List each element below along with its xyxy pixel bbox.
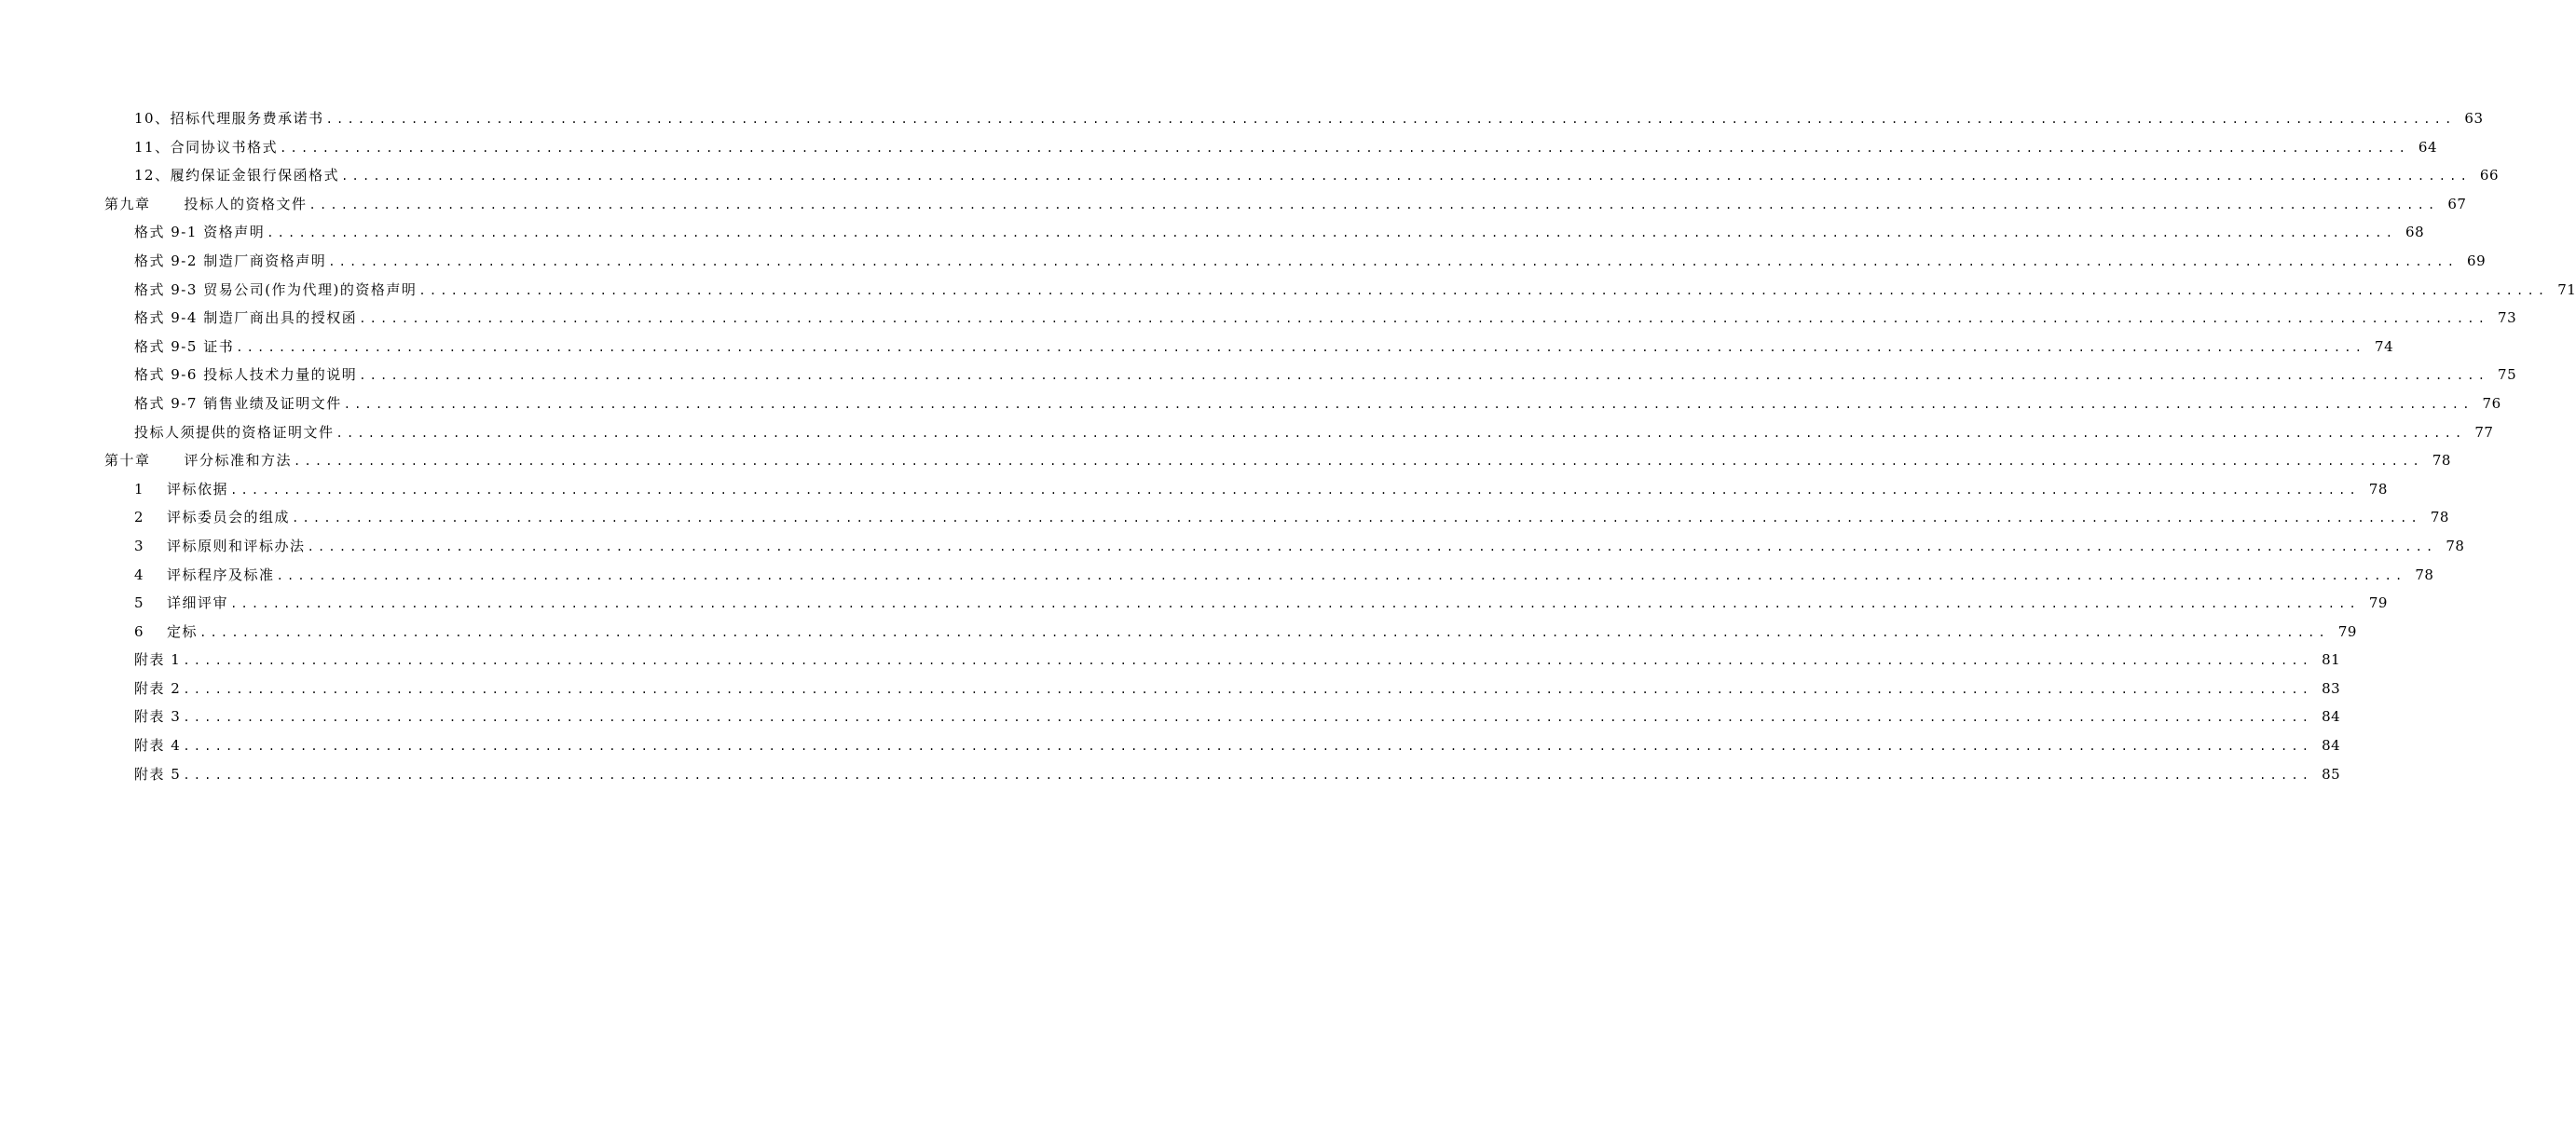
toc-entry-text (134, 593, 228, 612)
toc-entry[interactable] (0, 307, 2517, 336)
toc-entry[interactable] (0, 165, 2500, 194)
toc-page-number: 77 (2474, 423, 2494, 441)
toc-dot-leader: ........................................................................................................................................................................................................ (230, 597, 2360, 611)
toc-entry-number: 第九章 (104, 195, 151, 212)
toc-entry[interactable] (0, 280, 2576, 308)
toc-dot-leader: ........................................................................................................................................................................................................ (230, 483, 2360, 497)
toc-page-number: 78 (2446, 537, 2465, 554)
toc-page-number: 78 (2430, 509, 2449, 526)
toc-entry-text (134, 137, 278, 157)
toc-page-number: 79 (2337, 622, 2357, 640)
toc-entry-text (134, 422, 335, 442)
toc-entry-text (134, 336, 234, 356)
toc-entry-title: 格式 9-7 销售业绩及证明文件 (134, 394, 342, 412)
toc-entry-title: 12、履约保证金银行保函格式 (134, 167, 340, 184)
toc-entry-text (134, 222, 265, 241)
toc-page-number: 63 (2464, 110, 2484, 127)
toc-page-number: 81 (2322, 651, 2341, 669)
toc-entry-title: 评标程序及标准 (167, 566, 275, 583)
toc-page-number: 64 (2418, 138, 2438, 156)
toc-entry-number: 1 (134, 480, 145, 498)
toc-dot-leader: ........................................................................................................................................................................................................ (294, 455, 2423, 469)
toc-entry[interactable] (0, 649, 2341, 678)
toc-entry-text (134, 536, 306, 555)
toc-dot-leader: ........................................................................................................................................................................................................ (276, 568, 2406, 582)
toc-entry-text (134, 307, 357, 327)
toc-entry-title: 格式 9-1 资格声明 (134, 224, 266, 241)
toc-entry[interactable] (0, 137, 2438, 166)
toc-dot-leader: ........................................................................................................................................................................................................ (183, 654, 2313, 668)
toc-dot-leader: ........................................................................................................................................................................................................ (199, 625, 2329, 639)
toc-entry-title: 详细评审 (167, 594, 229, 612)
toc-page-number: 85 (2322, 765, 2341, 783)
toc-entry-text (134, 364, 357, 384)
toc-entry-text (134, 280, 417, 299)
toc-entry[interactable] (0, 507, 2449, 536)
toc-dot-leader: ........................................................................................................................................................................................................ (308, 198, 2439, 211)
toc-page-number: 75 (2498, 366, 2517, 384)
toc-entry[interactable] (0, 536, 2465, 565)
toc-entry[interactable] (0, 706, 2341, 735)
toc-dot-leader: ........................................................................................................................................................................................................ (325, 113, 2456, 126)
toc-entry-title: 11、合同协议书格式 (134, 138, 279, 156)
toc-page-number: 84 (2322, 708, 2341, 726)
toc-page-number: 78 (2368, 480, 2388, 498)
toc-entry[interactable] (0, 251, 2487, 280)
toc-entry[interactable] (0, 764, 2341, 793)
toc-entry[interactable] (0, 336, 2394, 365)
toc-entry-title: 格式 9-5 证书 (134, 337, 235, 355)
toc-entry[interactable] (0, 194, 2467, 223)
toc-entry-title: 附表 2 (134, 679, 182, 697)
toc-dot-leader: ........................................................................................................................................................................................................ (183, 711, 2313, 725)
toc-entry-text (134, 735, 181, 755)
toc-dot-leader: ........................................................................................................................................................................................................ (336, 426, 2466, 440)
toc-entry-title: 评标原则和评标办法 (167, 537, 306, 554)
toc-page-number: 74 (2375, 337, 2394, 355)
toc-entry[interactable] (0, 364, 2517, 393)
toc-entry-title: 评标委员会的组成 (167, 509, 291, 526)
toc-dot-leader: ........................................................................................................................................................................................................ (183, 768, 2313, 782)
toc-dot-leader: ........................................................................................................................................................................................................ (267, 226, 2397, 240)
toc-entry[interactable] (0, 479, 2388, 508)
toc-entry-title: 格式 9-3 贸易公司(作为代理)的资格声明 (134, 280, 418, 298)
toc-page-number: 67 (2447, 195, 2467, 212)
toc-entry-text (134, 649, 181, 669)
toc-entry-text (134, 565, 275, 584)
toc-entry-number: 5 (134, 594, 145, 612)
toc-entry-title: 评标依据 (167, 480, 229, 498)
toc-dot-leader: ........................................................................................................................................................................................................ (292, 512, 2421, 525)
toc-entry[interactable] (0, 678, 2341, 707)
toc-entry-text (134, 507, 290, 526)
toc-entry-title: 附表 4 (134, 737, 182, 755)
toc-entry-title: 格式 9-6 投标人技术力量的说明 (134, 366, 358, 384)
toc-entry-number: 6 (134, 622, 145, 640)
toc-dot-leader: ........................................................................................................................................................................................................ (280, 141, 2410, 155)
toc-entry[interactable] (0, 450, 2451, 479)
toc-page-number: 68 (2405, 224, 2425, 241)
toc-entry-title: 附表 3 (134, 708, 182, 726)
toc-entry-number: 4 (134, 566, 145, 583)
toc-entry-number: 第十章 (104, 452, 151, 470)
toc-dot-leader: ........................................................................................................................................................................................................ (328, 254, 2459, 268)
toc-entry[interactable] (0, 593, 2388, 621)
toc-dot-leader: ........................................................................................................................................................................................................ (183, 682, 2313, 696)
toc-page-number: 73 (2498, 309, 2517, 327)
toc-entry-text (134, 621, 198, 641)
toc-entry-title: 评分标准和方法 (184, 452, 293, 470)
toc-entry-title: 投标人须提供的资格证明文件 (134, 423, 335, 441)
toc-entry[interactable] (0, 222, 2425, 251)
toc-page-number: 69 (2467, 252, 2487, 269)
toc-entry[interactable] (0, 393, 2501, 422)
toc-dot-leader: ........................................................................................................................................................................................................ (343, 397, 2473, 411)
toc-entry-title: 附表 5 (134, 765, 182, 783)
toc-entry-text (134, 479, 228, 498)
toc-dot-leader: ........................................................................................................................................................................................................ (236, 340, 2366, 354)
toc-page-number: 78 (2415, 566, 2434, 583)
toc-entry-title: 投标人的资格文件 (184, 195, 308, 212)
toc-entry-title: 附表 1 (134, 651, 182, 669)
toc-entry-text (104, 450, 292, 470)
toc-entry-text (134, 165, 339, 184)
toc-page-number: 83 (2322, 679, 2341, 697)
toc-page-number: 79 (2368, 594, 2388, 612)
table-of-contents (0, 108, 2576, 792)
toc-dot-leader: ........................................................................................................................................................................................................ (418, 283, 2549, 297)
toc-entry-text (134, 764, 181, 784)
toc-entry[interactable] (0, 108, 2484, 137)
toc-entry-title: 格式 9-4 制造厂商出具的授权函 (134, 309, 358, 327)
toc-entry-text (134, 251, 326, 270)
toc-entry-text (134, 706, 181, 726)
toc-entry[interactable] (0, 621, 2357, 650)
toc-dot-leader: ........................................................................................................................................................................................................ (341, 170, 2472, 184)
toc-dot-leader: ........................................................................................................................................................................................................ (359, 312, 2489, 326)
toc-entry-number: 3 (134, 537, 145, 554)
toc-entry[interactable] (0, 565, 2434, 593)
toc-entry-text (134, 108, 324, 128)
toc-entry[interactable] (0, 735, 2341, 764)
toc-entry[interactable] (0, 422, 2494, 451)
toc-page-number: 71 (2557, 280, 2576, 298)
toc-entry-title: 10、招标代理服务费承诺书 (134, 110, 324, 127)
toc-entry-title: 格式 9-2 制造厂商资格声明 (134, 252, 327, 269)
toc-entry-title: 定标 (167, 622, 199, 640)
toc-page-number: 76 (2482, 394, 2501, 412)
toc-entry-number: 2 (134, 509, 145, 526)
toc-page-number: 84 (2322, 737, 2341, 755)
toc-entry-text (134, 393, 342, 413)
toc-page-number: 66 (2479, 167, 2500, 184)
toc-dot-leader: ........................................................................................................................................................................................................ (359, 369, 2489, 383)
toc-entry-text (134, 678, 181, 698)
toc-dot-leader: ........................................................................................................................................................................................................ (183, 740, 2313, 754)
toc-page-number: 78 (2432, 452, 2451, 470)
toc-dot-leader: ........................................................................................................................................................................................................ (307, 539, 2437, 553)
toc-entry-text (104, 194, 308, 213)
